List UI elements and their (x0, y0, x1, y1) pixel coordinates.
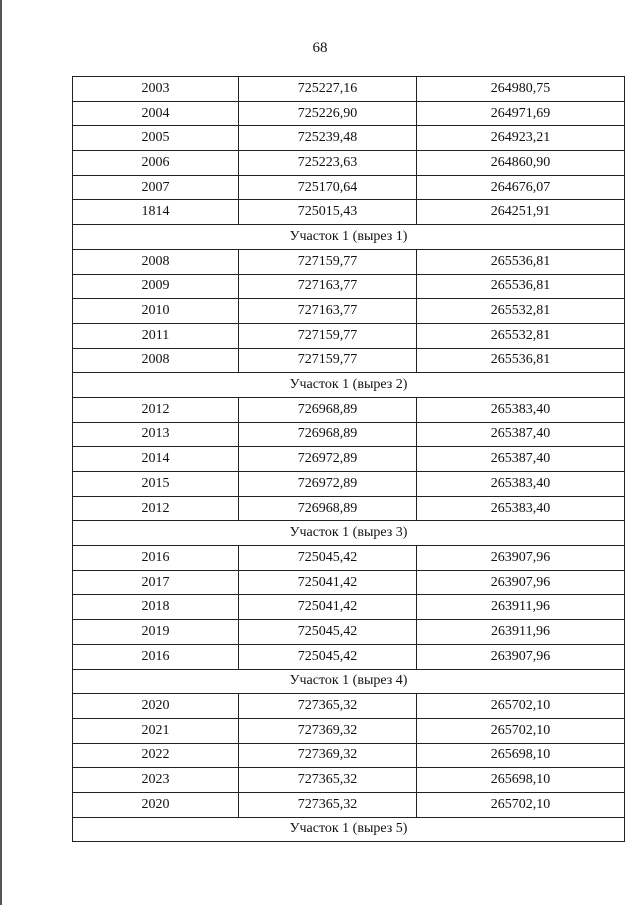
y-coordinate-cell: 265536,81 (417, 249, 625, 274)
y-coordinate-cell: 264676,07 (417, 175, 625, 200)
x-coordinate-cell: 727365,32 (239, 792, 417, 817)
section-header-row (73, 373, 625, 398)
table-row (73, 718, 625, 743)
point-number-cell: 2016 (73, 546, 239, 571)
point-number-cell: 2009 (73, 274, 239, 299)
x-coordinate-cell: 726972,89 (239, 472, 417, 497)
table-row (73, 472, 625, 497)
point-number-cell: 2016 (73, 644, 239, 669)
section-header-row (73, 521, 625, 546)
section-title: Участок 1 (вырез 4) (73, 669, 625, 694)
scan-edge (0, 0, 2, 905)
y-coordinate-cell: 265387,40 (417, 422, 625, 447)
point-number-cell: 2006 (73, 151, 239, 176)
table-row (73, 200, 625, 225)
x-coordinate-cell: 727365,32 (239, 694, 417, 719)
x-coordinate-cell: 725226,90 (239, 101, 417, 126)
point-number-cell: 2005 (73, 126, 239, 151)
point-number-cell: 2012 (73, 496, 239, 521)
y-coordinate-cell: 263907,96 (417, 546, 625, 571)
y-coordinate-cell: 264971,69 (417, 101, 625, 126)
y-coordinate-cell: 265698,10 (417, 743, 625, 768)
x-coordinate-cell: 727159,77 (239, 348, 417, 373)
section-title: Участок 1 (вырез 1) (73, 225, 625, 250)
table-row (73, 595, 625, 620)
section-title: Участок 1 (вырез 2) (73, 373, 625, 398)
x-coordinate-cell: 725223,63 (239, 151, 417, 176)
point-number-cell: 2012 (73, 397, 239, 422)
x-coordinate-cell: 726968,89 (239, 496, 417, 521)
table-row (73, 570, 625, 595)
y-coordinate-cell: 265383,40 (417, 397, 625, 422)
y-coordinate-cell: 264860,90 (417, 151, 625, 176)
table-row (73, 743, 625, 768)
y-coordinate-cell: 265532,81 (417, 323, 625, 348)
point-number-cell: 2007 (73, 175, 239, 200)
section-title: Участок 1 (вырез 5) (73, 817, 625, 842)
point-number-cell: 2021 (73, 718, 239, 743)
point-number-cell: 2022 (73, 743, 239, 768)
point-number-cell: 2019 (73, 620, 239, 645)
y-coordinate-cell: 265536,81 (417, 348, 625, 373)
table-row (73, 792, 625, 817)
point-number-cell: 2010 (73, 299, 239, 324)
table-row (73, 274, 625, 299)
x-coordinate-cell: 727159,77 (239, 323, 417, 348)
table-row (73, 694, 625, 719)
y-coordinate-cell: 265383,40 (417, 472, 625, 497)
table-row (73, 126, 625, 151)
y-coordinate-cell: 263911,96 (417, 620, 625, 645)
table-row (73, 620, 625, 645)
y-coordinate-cell: 263911,96 (417, 595, 625, 620)
point-number-cell: 2018 (73, 595, 239, 620)
y-coordinate-cell: 263907,96 (417, 570, 625, 595)
table-row (73, 299, 625, 324)
page-number: 68 (312, 40, 328, 56)
table-row (73, 397, 625, 422)
x-coordinate-cell: 725239,48 (239, 126, 417, 151)
x-coordinate-cell: 726968,89 (239, 397, 417, 422)
point-number-cell: 2004 (73, 101, 239, 126)
y-coordinate-cell: 265702,10 (417, 694, 625, 719)
x-coordinate-cell: 727159,77 (239, 249, 417, 274)
table-row (73, 644, 625, 669)
section-title: Участок 1 (вырез 3) (73, 521, 625, 546)
y-coordinate-cell: 265536,81 (417, 274, 625, 299)
x-coordinate-cell: 727369,32 (239, 718, 417, 743)
section-header-row (73, 669, 625, 694)
table-row (73, 496, 625, 521)
x-coordinate-cell: 725041,42 (239, 570, 417, 595)
point-number-cell: 2003 (73, 77, 239, 102)
x-coordinate-cell: 727365,32 (239, 768, 417, 793)
x-coordinate-cell: 726972,89 (239, 447, 417, 472)
coordinates-table (72, 76, 625, 842)
section-header-row (73, 225, 625, 250)
point-number-cell: 2013 (73, 422, 239, 447)
table-row (73, 249, 625, 274)
table-row (73, 422, 625, 447)
point-number-cell: 1814 (73, 200, 239, 225)
table-row (73, 151, 625, 176)
x-coordinate-cell: 725045,42 (239, 546, 417, 571)
y-coordinate-cell: 264251,91 (417, 200, 625, 225)
section-header-row (73, 817, 625, 842)
x-coordinate-cell: 725045,42 (239, 644, 417, 669)
table-row (73, 323, 625, 348)
x-coordinate-cell: 726968,89 (239, 422, 417, 447)
point-number-cell: 2011 (73, 323, 239, 348)
point-number-cell: 2008 (73, 348, 239, 373)
x-coordinate-cell: 725015,43 (239, 200, 417, 225)
table-row (73, 546, 625, 571)
y-coordinate-cell: 265702,10 (417, 718, 625, 743)
table-row (73, 175, 625, 200)
y-coordinate-cell: 265698,10 (417, 768, 625, 793)
table-row (73, 447, 625, 472)
table-row (73, 101, 625, 126)
point-number-cell: 2008 (73, 249, 239, 274)
coordinates-table-body (73, 77, 625, 842)
table-row (73, 768, 625, 793)
x-coordinate-cell: 727163,77 (239, 299, 417, 324)
point-number-cell: 2023 (73, 768, 239, 793)
y-coordinate-cell: 265532,81 (417, 299, 625, 324)
x-coordinate-cell: 725227,16 (239, 77, 417, 102)
y-coordinate-cell: 263907,96 (417, 644, 625, 669)
x-coordinate-cell: 725170,64 (239, 175, 417, 200)
table-row (73, 348, 625, 373)
y-coordinate-cell: 264980,75 (417, 77, 625, 102)
y-coordinate-cell: 265702,10 (417, 792, 625, 817)
table-row (73, 77, 625, 102)
y-coordinate-cell: 265383,40 (417, 496, 625, 521)
y-coordinate-cell: 265387,40 (417, 447, 625, 472)
x-coordinate-cell: 727369,32 (239, 743, 417, 768)
x-coordinate-cell: 725045,42 (239, 620, 417, 645)
point-number-cell: 2017 (73, 570, 239, 595)
point-number-cell: 2020 (73, 694, 239, 719)
point-number-cell: 2020 (73, 792, 239, 817)
x-coordinate-cell: 727163,77 (239, 274, 417, 299)
point-number-cell: 2014 (73, 447, 239, 472)
y-coordinate-cell: 264923,21 (417, 126, 625, 151)
x-coordinate-cell: 725041,42 (239, 595, 417, 620)
point-number-cell: 2015 (73, 472, 239, 497)
